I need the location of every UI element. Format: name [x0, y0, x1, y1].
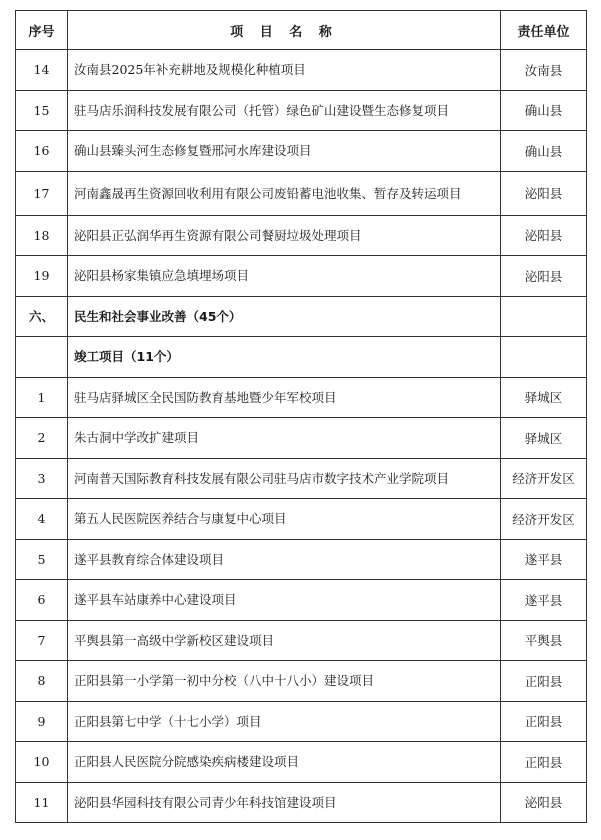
row-project-name: 河南普天国际教育科技发展有限公司驻马店市数字技术产业学院项目: [68, 458, 501, 499]
row-num: 15: [16, 90, 68, 131]
row-num: 16: [16, 131, 68, 172]
row-num: 19: [16, 256, 68, 297]
row-unit: 经济开发区: [501, 458, 587, 499]
row-unit: 泌阳县: [501, 171, 587, 215]
section-num: 六、: [16, 296, 68, 337]
row-project-name: 正阳县第七中学（十七小学）项目: [68, 701, 501, 742]
row-project-name: 朱古洞中学改扩建项目: [68, 418, 501, 459]
table-row: [16, 171, 587, 215]
project-table: [15, 10, 587, 823]
table-row: [16, 50, 587, 91]
row-project-name: 河南鑫晟再生资源回收利用有限公司废铅蓄电池收集、暂存及转运项目: [68, 171, 501, 215]
row-project-name: 泌阳县杨家集镇应急填埋场项目: [68, 256, 501, 297]
row-unit: 确山县: [501, 90, 587, 131]
header-name: 项 目 名 称: [68, 11, 501, 50]
subsection-unit: [501, 337, 587, 378]
section-unit: [501, 296, 587, 337]
table-row: [16, 539, 587, 580]
section-title: 民生和社会事业改善（45个）: [68, 296, 501, 337]
row-project-name: 确山县臻头河生态修复暨邢河水库建设项目: [68, 131, 501, 172]
row-num: 18: [16, 215, 68, 256]
table-row: [16, 215, 587, 256]
subsection-title: 竣工项目（11个）: [68, 337, 501, 378]
row-project-name: 第五人民医院医养结合与康复中心项目: [68, 499, 501, 540]
row-num: 6: [16, 580, 68, 621]
table-row: [16, 782, 587, 823]
table-row: [16, 580, 587, 621]
row-unit: 驿城区: [501, 377, 587, 418]
table-row: [16, 458, 587, 499]
row-num: 1: [16, 377, 68, 418]
row-unit: 遂平县: [501, 580, 587, 621]
row-project-name: 正阳县第一小学第一初中分校（八中十八小）建设项目: [68, 661, 501, 702]
row-unit: 泌阳县: [501, 782, 587, 823]
row-project-name: 泌阳县华园科技有限公司青少年科技馆建设项目: [68, 782, 501, 823]
row-unit: 遂平县: [501, 539, 587, 580]
row-project-name: 泌阳县正弘润华再生资源有限公司餐厨垃圾处理项目: [68, 215, 501, 256]
table-row: [16, 620, 587, 661]
row-num: 9: [16, 701, 68, 742]
row-num: 14: [16, 50, 68, 91]
row-num: 3: [16, 458, 68, 499]
row-unit: 经济开发区: [501, 499, 587, 540]
row-unit: 驿城区: [501, 418, 587, 459]
row-num: 10: [16, 742, 68, 783]
subsection-num: [16, 337, 68, 378]
row-unit: 泌阳县: [501, 215, 587, 256]
table-row: [16, 256, 587, 297]
row-project-name: 平舆县第一高级中学新校区建设项目: [68, 620, 501, 661]
table-row: [16, 499, 587, 540]
table-row: [16, 661, 587, 702]
row-num: 11: [16, 782, 68, 823]
table-row: [16, 131, 587, 172]
row-project-name: 汝南县2025年补充耕地及规模化种植项目: [68, 50, 501, 91]
table-row: [16, 418, 587, 459]
row-num: 4: [16, 499, 68, 540]
table-row: [16, 90, 587, 131]
table-header-row: [16, 11, 587, 50]
header-seq: 序号: [16, 11, 68, 50]
row-num: 8: [16, 661, 68, 702]
row-num: 17: [16, 171, 68, 215]
row-unit: 平舆县: [501, 620, 587, 661]
header-unit: 责任单位: [501, 11, 587, 50]
row-unit: 正阳县: [501, 661, 587, 702]
row-project-name: 正阳县人民医院分院感染疾病楼建设项目: [68, 742, 501, 783]
row-project-name: 驻马店驿城区全民国防教育基地暨少年军校项目: [68, 377, 501, 418]
table-row: [16, 742, 587, 783]
row-project-name: 驻马店乐润科技发展有限公司（托管）绿色矿山建设暨生态修复项目: [68, 90, 501, 131]
row-project-name: 遂平县车站康养中心建设项目: [68, 580, 501, 621]
row-num: 2: [16, 418, 68, 459]
row-unit: 确山县: [501, 131, 587, 172]
row-num: 5: [16, 539, 68, 580]
row-unit: 泌阳县: [501, 256, 587, 297]
table-row: [16, 701, 587, 742]
row-unit: 正阳县: [501, 701, 587, 742]
row-project-name: 遂平县教育综合体建设项目: [68, 539, 501, 580]
row-unit: 正阳县: [501, 742, 587, 783]
table-row: [16, 377, 587, 418]
subsection-row: [16, 337, 587, 378]
section-row: [16, 296, 587, 337]
row-num: 7: [16, 620, 68, 661]
row-unit: 汝南县: [501, 50, 587, 91]
